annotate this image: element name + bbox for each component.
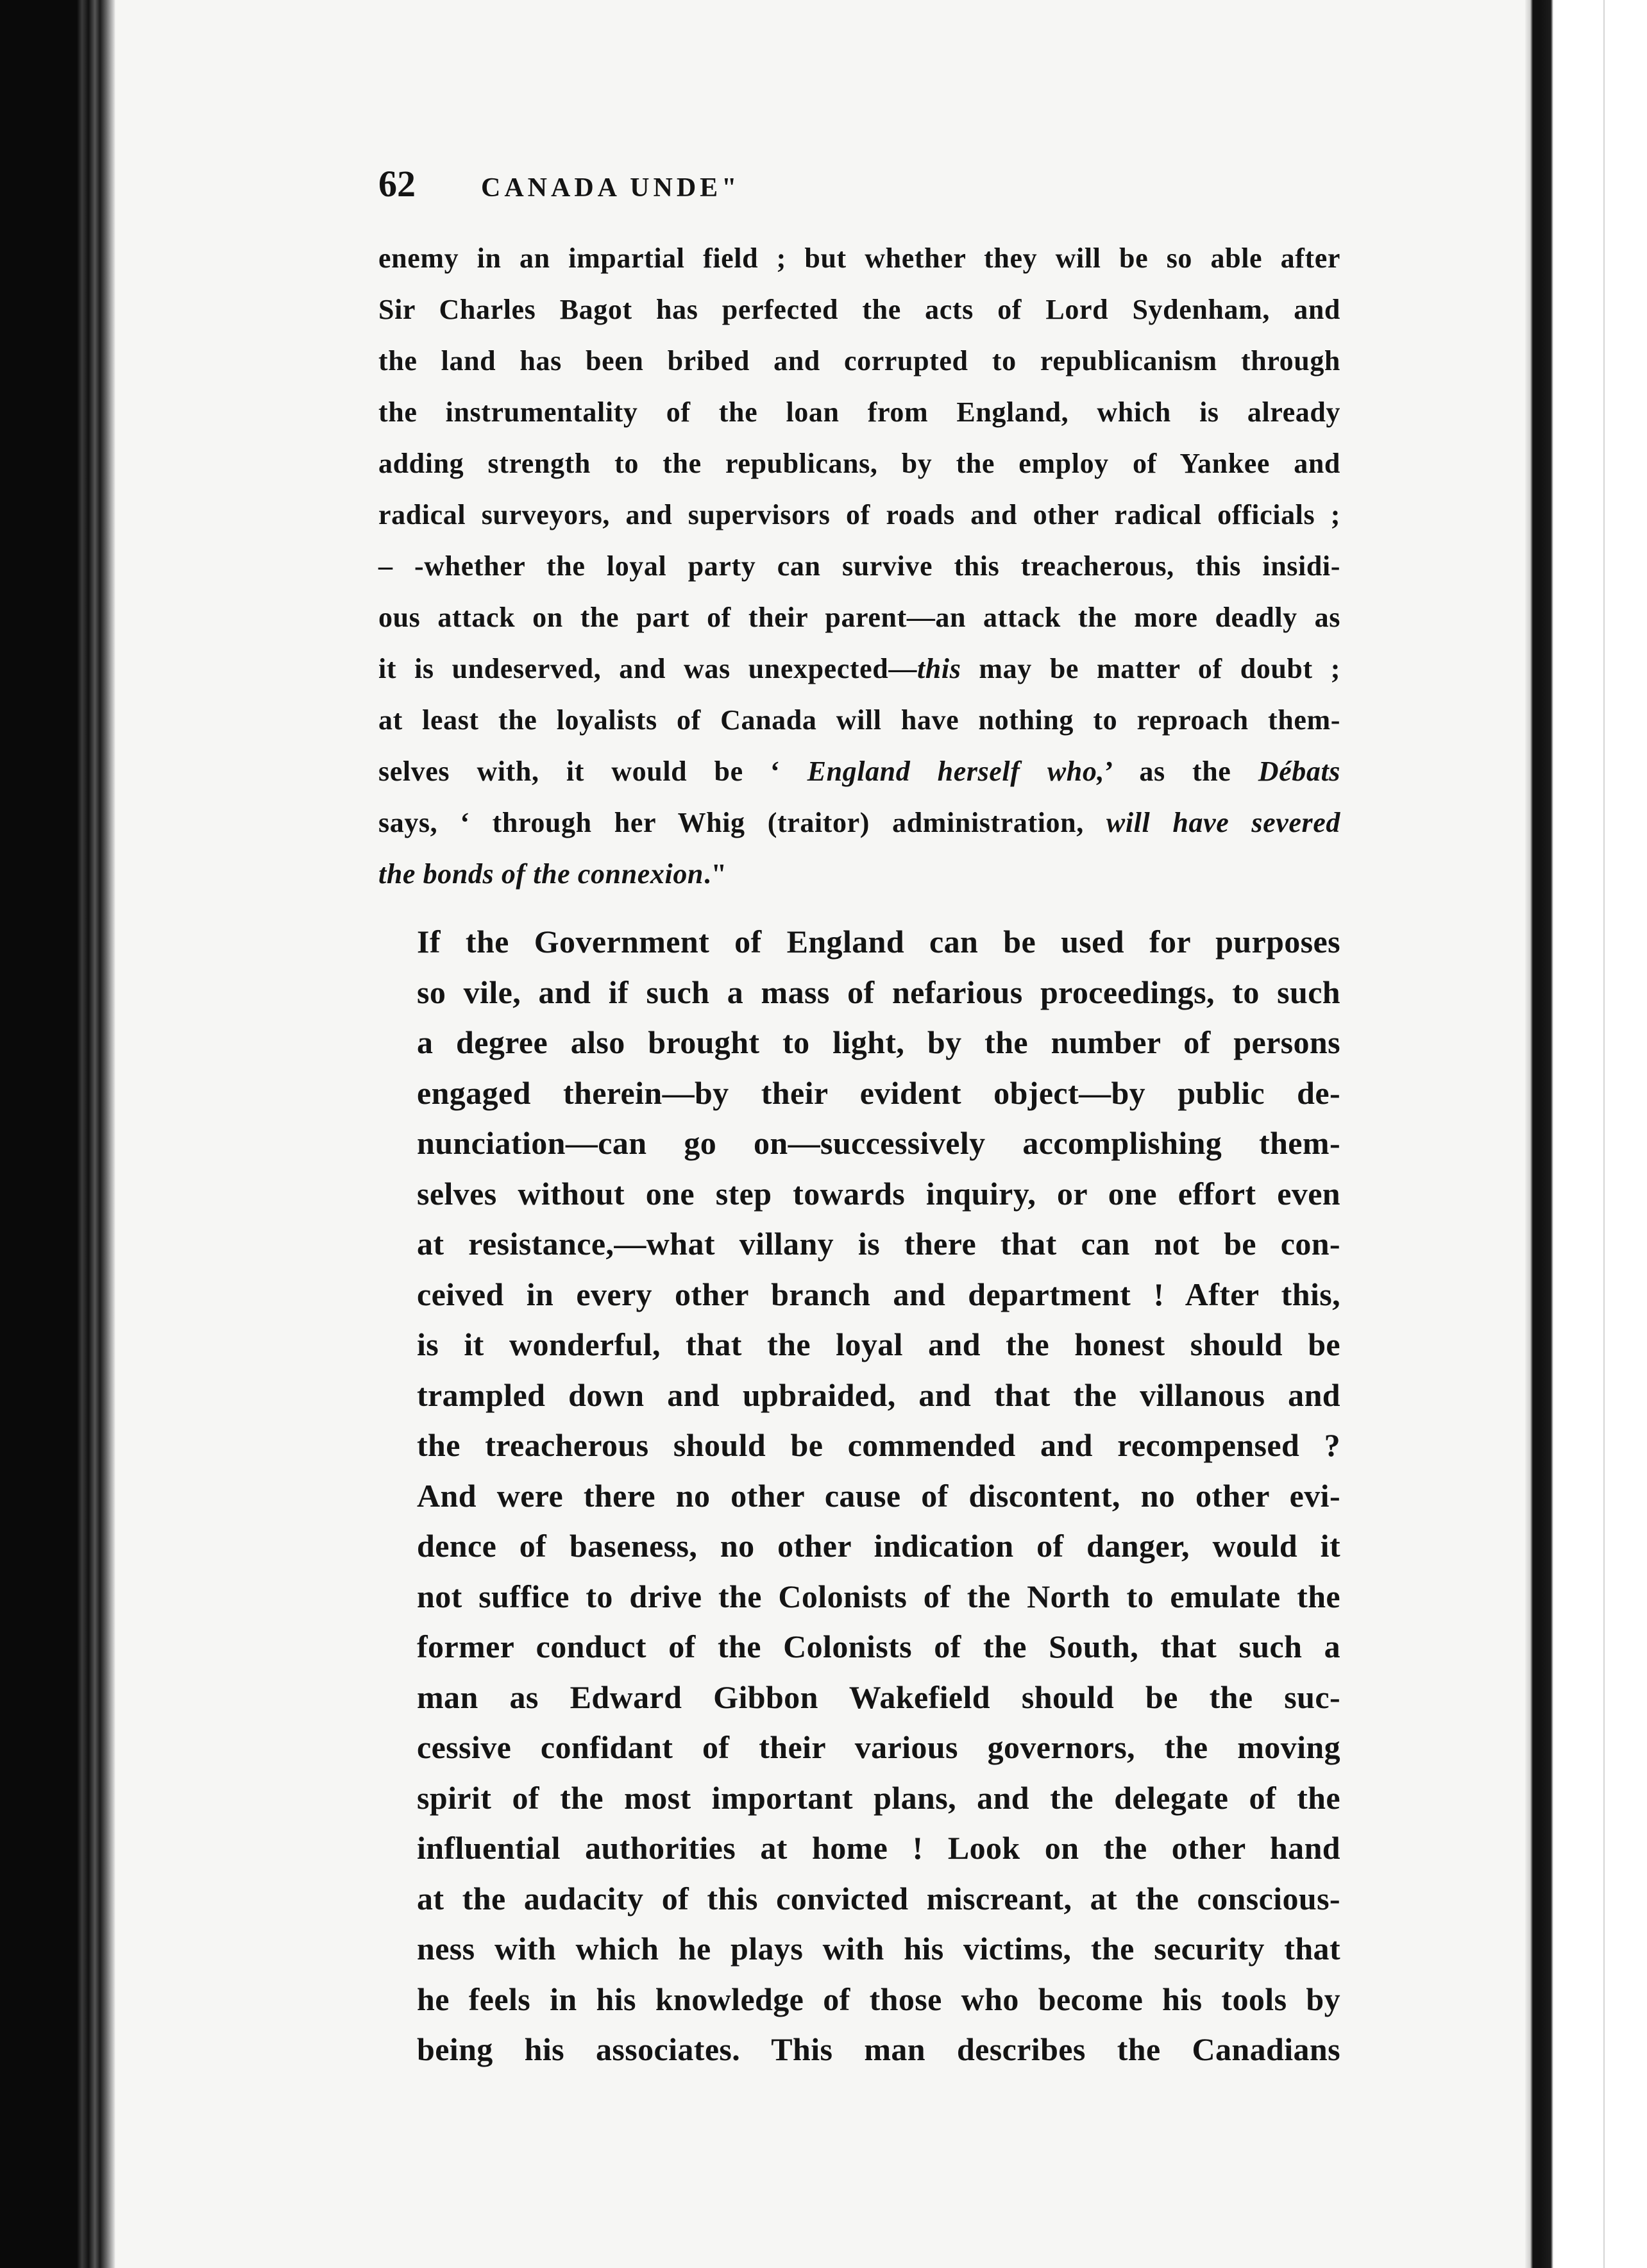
text-line: nunciation—can go on—successively accomplishing them-: [417, 1125, 1340, 1161]
text-line: influential authorities at home ! Look on the other hand: [417, 1830, 1340, 1866]
paragraph-2: [378, 917, 1340, 2075]
text-line: is it wonderful, that the loyal and the honest should be: [417, 1326, 1340, 1362]
text-line: spirit of the most important plans, and the delegate of the: [417, 1779, 1340, 1816]
text-line: Sir Charles Bagot has perfected the acts of Lord Sydenham, and: [378, 294, 1340, 325]
text-line: radical surveyors, and supervisors of roads and other radical officials ;: [378, 499, 1340, 530]
text-run: says, ‘ through her Whig (traitor) administration,: [378, 807, 1106, 838]
italic-run: will have severed: [1106, 807, 1340, 838]
text-line: ceived in every other branch and department ! After this,: [417, 1276, 1340, 1312]
text-line: If the Government of England can be used for purposes: [417, 924, 1340, 960]
text-line: dence of baseness, no other indication of danger, would it: [417, 1528, 1340, 1564]
book-page: [378, 151, 1340, 2075]
text-line: at resistance,—what villany is there that can not be con-: [417, 1226, 1340, 1262]
text-line: engaged therein—by their evident object—by public de-: [417, 1074, 1340, 1111]
italic-run: the bonds of the connexion: [378, 858, 704, 890]
text-line: cessive confidant of their various governors, the moving: [417, 1729, 1340, 1765]
page-header: [378, 151, 1340, 221]
text-run: it is undeserved, and was unexpected—: [378, 653, 917, 684]
text-line: at least the loyalists of Canada will have nothing to reproach them-: [378, 704, 1340, 736]
text-line: enemy in an impartial field ; but whether they will be so able after: [378, 242, 1340, 274]
italic-run: Débats: [1258, 756, 1341, 787]
text-line: former conduct of the Colonists of the South, that such a: [417, 1629, 1340, 1664]
text-line: the treacherous should be commended and recompensed ?: [417, 1427, 1340, 1463]
text-line: [378, 643, 1340, 695]
scan-binding-shadow-left: [0, 0, 115, 2268]
scan-edge-line: [1603, 0, 1605, 2268]
text-line: being his associates. This man describes the Canadians: [417, 2031, 1340, 2067]
text-line: the instrumentality of the loan from England, which is already: [378, 396, 1340, 428]
text-line: selves without one step towards inquiry, or one effort even: [417, 1175, 1340, 1212]
page-number: 62: [378, 163, 416, 205]
text-line: trampled down and upbraided, and that the villanous and: [417, 1376, 1340, 1413]
text-line: at the audacity of this convicted miscreant, at the conscious-: [417, 1880, 1340, 1917]
text-line: – -whether the loyal party can survive this treacherous, this insidi-: [378, 550, 1340, 582]
text-line: so vile, and if such a mass of nefarious proceedings, to such: [417, 974, 1340, 1010]
text-run: ’ as the: [1104, 756, 1258, 787]
text-line: adding strength to the republicans, by the employ of Yankee and: [378, 448, 1340, 479]
text-line: he feels in his knowledge of those who become his tools by: [417, 1981, 1340, 2017]
text-line: And were there no other cause of discontent, no other evi-: [417, 1477, 1340, 1514]
text-line: man as Edward Gibbon Wakefield should be the suc-: [417, 1679, 1340, 1715]
text-line: [378, 746, 1340, 797]
scan-edge-right: [1525, 0, 1647, 2268]
text-run: selves with, it would be ‘: [378, 756, 807, 787]
text-run: may be matter of doubt ;: [961, 653, 1340, 684]
text-line: [378, 797, 1340, 849]
text-line: the land has been bribed and corrupted to republicanism through: [378, 345, 1340, 377]
running-head: CANADA UNDE": [481, 173, 741, 203]
italic-run: England herself who,: [807, 756, 1105, 787]
italic-run: this: [916, 653, 961, 684]
text-line: a degree also brought to light, by the number of persons: [417, 1024, 1340, 1060]
text-line: ness with which he plays with his victims, the security that: [417, 1931, 1340, 1967]
text-line: not suffice to drive the Colonists of the North to emulate the: [417, 1578, 1340, 1614]
text-line: [378, 849, 1340, 900]
paragraph-1: [378, 233, 1340, 900]
text-line: ous attack on the part of their parent—an attack the more deadly as: [378, 602, 1340, 633]
text-run: .": [704, 858, 727, 890]
